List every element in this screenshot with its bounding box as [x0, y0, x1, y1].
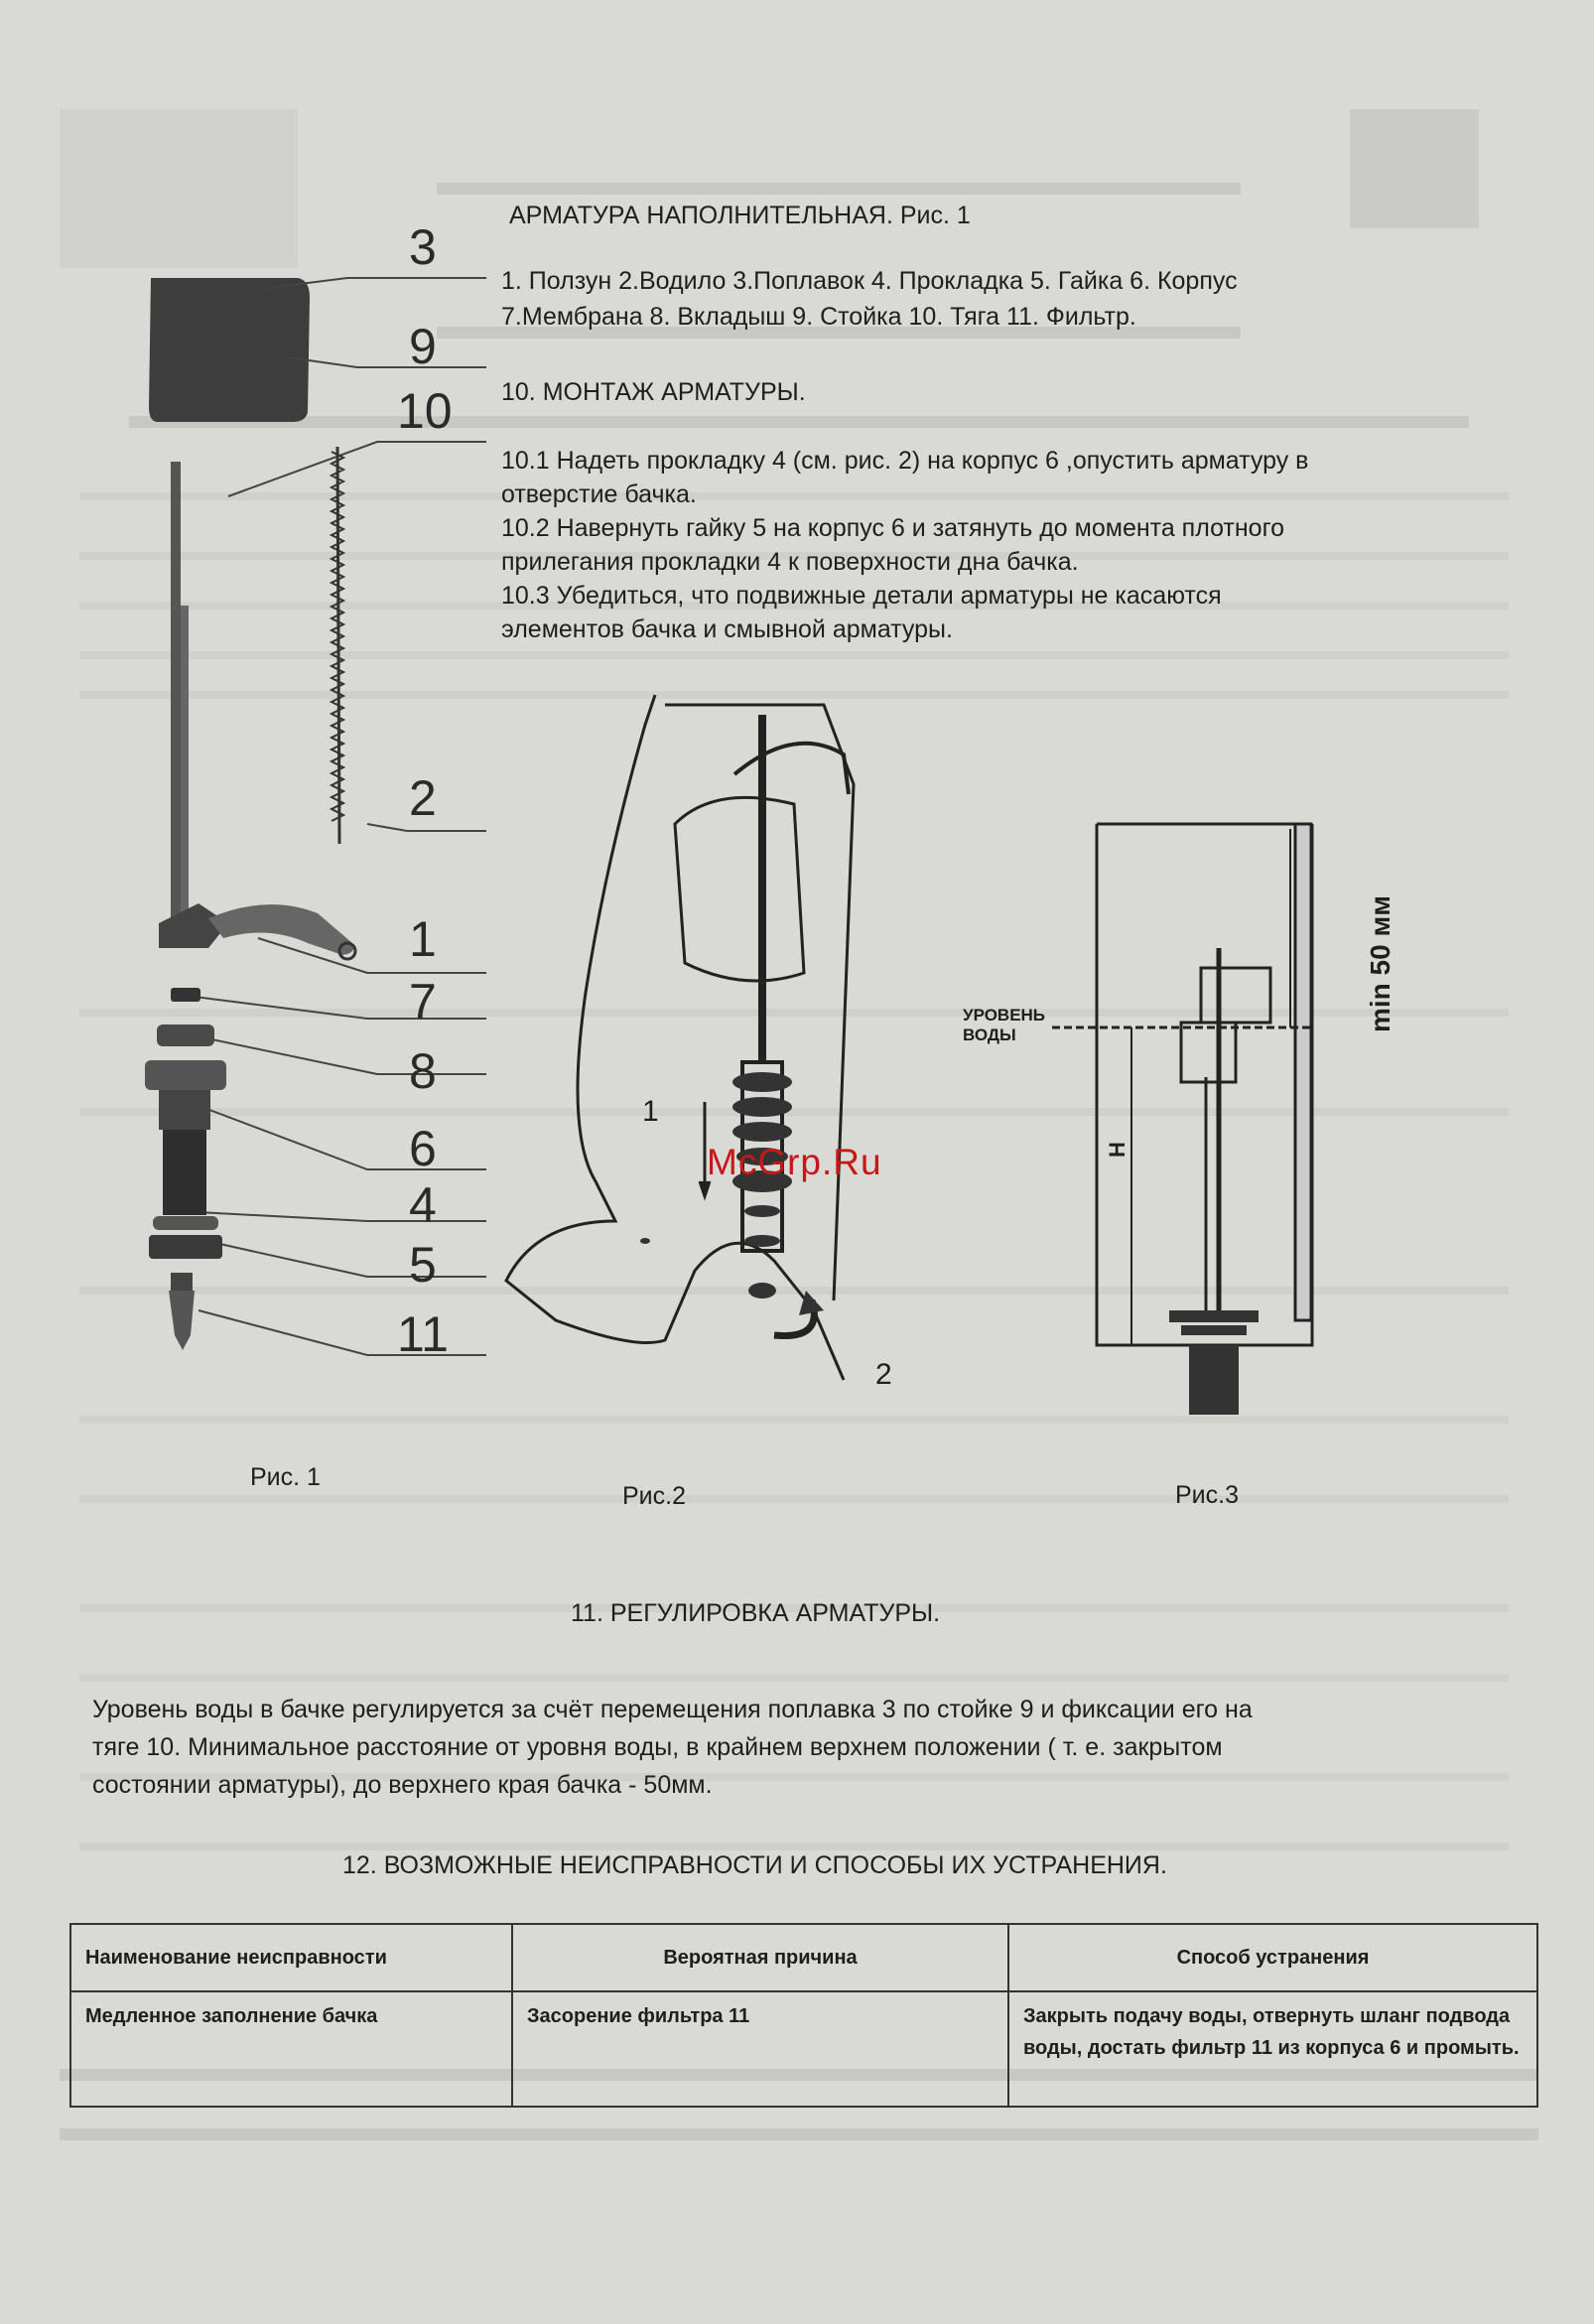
fig1-label-4: 4 [409, 1177, 437, 1233]
remedy-cell: Закрыть подачу воды, отвернуть шланг подвода воды, достать фильтр 11 из корпуса 6 и промыть. [1008, 1991, 1537, 2107]
fig1-label-8: 8 [409, 1043, 437, 1099]
section-10-heading: 10. МОНТАЖ АРМАТУРЫ. [501, 378, 806, 406]
parts-list-line2: 7.Мембрана 8. Вкладыш 9. Стойка 10. Тяга 11. Фильтр. [501, 303, 1136, 331]
fig3-water-level-label [963, 1006, 1045, 1045]
faults-header-remedy: Способ устранения [1008, 1924, 1537, 1991]
fig3-min-50mm-label: min 50 мм [1365, 895, 1395, 1032]
section-10-p2b: прилегания прокладки 4 к поверхности дна бачка. [501, 548, 1079, 576]
fig3-water-level-line2: ВОДЫ [963, 1025, 1016, 1044]
fig3-h-label: H [1104, 1142, 1129, 1158]
fig3-water-level-line1: УРОВЕНЬ [963, 1006, 1046, 1025]
faults-table [69, 1923, 1538, 2108]
fig2-label-1: 1 [642, 1095, 659, 1128]
faults-header-fault: Наименование неисправности [70, 1924, 512, 1991]
fig1-label-3: 3 [409, 219, 437, 275]
fig1-label-5: 5 [409, 1237, 437, 1293]
figure-3-tank-section-drawing [1052, 809, 1340, 1444]
fig1-caption: Рис. 1 [250, 1463, 321, 1491]
section-10-p2: 10.2 Навернуть гайку 5 на корпус 6 и затянуть до момента плотного [501, 514, 1285, 542]
section-10-p3: 10.3 Убедиться, что подвижные детали арматуры не касаются [501, 582, 1222, 610]
fig1-label-7: 7 [409, 974, 437, 1029]
watermark-text: McGrp.Ru [707, 1142, 882, 1182]
cause-cell: Засорение фильтра 11 [512, 1991, 1008, 2107]
section-11-line1: Уровень воды в бачке регулируется за счёт перемещения поплавка 3 по стойке 9 и фиксации его на [92, 1696, 1253, 1723]
section-11-heading: 11. РЕГУЛИРОВКА АРМАТУРЫ. [571, 1599, 941, 1627]
section-10-p3b: элементов бачка и смывной арматуры. [501, 615, 953, 643]
table-row [70, 1991, 1537, 2107]
fig1-label-11: 11 [397, 1306, 449, 1362]
faults-table-header-row [70, 1924, 1537, 1991]
fig1-label-10: 10 [397, 383, 453, 439]
fig1-label-6: 6 [409, 1121, 437, 1176]
header-title: АРМАТУРА НАПОЛНИТЕЛЬНАЯ. Рис. 1 [509, 202, 971, 229]
fig2-label-2: 2 [875, 1358, 892, 1391]
fig1-label-1: 1 [409, 911, 437, 967]
section-10-p1: 10.1 Надеть прокладку 4 (см. рис. 2) на корпус 6 ,опустить арматуру в [501, 447, 1309, 475]
fig2-caption: Рис.2 [622, 1482, 686, 1510]
section-12-heading: 12. ВОЗМОЖНЫЕ НЕИСПРАВНОСТИ И СПОСОБЫ ИХ УСТРАНЕНИЯ. [342, 1851, 1167, 1879]
faults-header-cause: Вероятная причина [512, 1924, 1008, 1991]
section-10-p1b: отверстие бачка. [501, 480, 697, 508]
section-11-line2: тяге 10. Минимальное расстояние от уровня воды, в крайнем верхнем положении ( т. е. закрытом [92, 1733, 1223, 1761]
fig1-label-2: 2 [409, 770, 437, 826]
parts-list-line1: 1. Ползун 2.Водило 3.Поплавок 4. Прокладка 5. Гайка 6. Корпус [501, 267, 1238, 295]
figure-2-installation-drawing [496, 665, 873, 1430]
fig1-label-9: 9 [409, 319, 437, 374]
fig3-caption: Рис.3 [1175, 1481, 1239, 1509]
fault-cell: Медленное заполнение бачка [70, 1991, 512, 2107]
section-11-line3: состоянии арматуры), до верхнего края бачка - 50мм. [92, 1771, 713, 1799]
